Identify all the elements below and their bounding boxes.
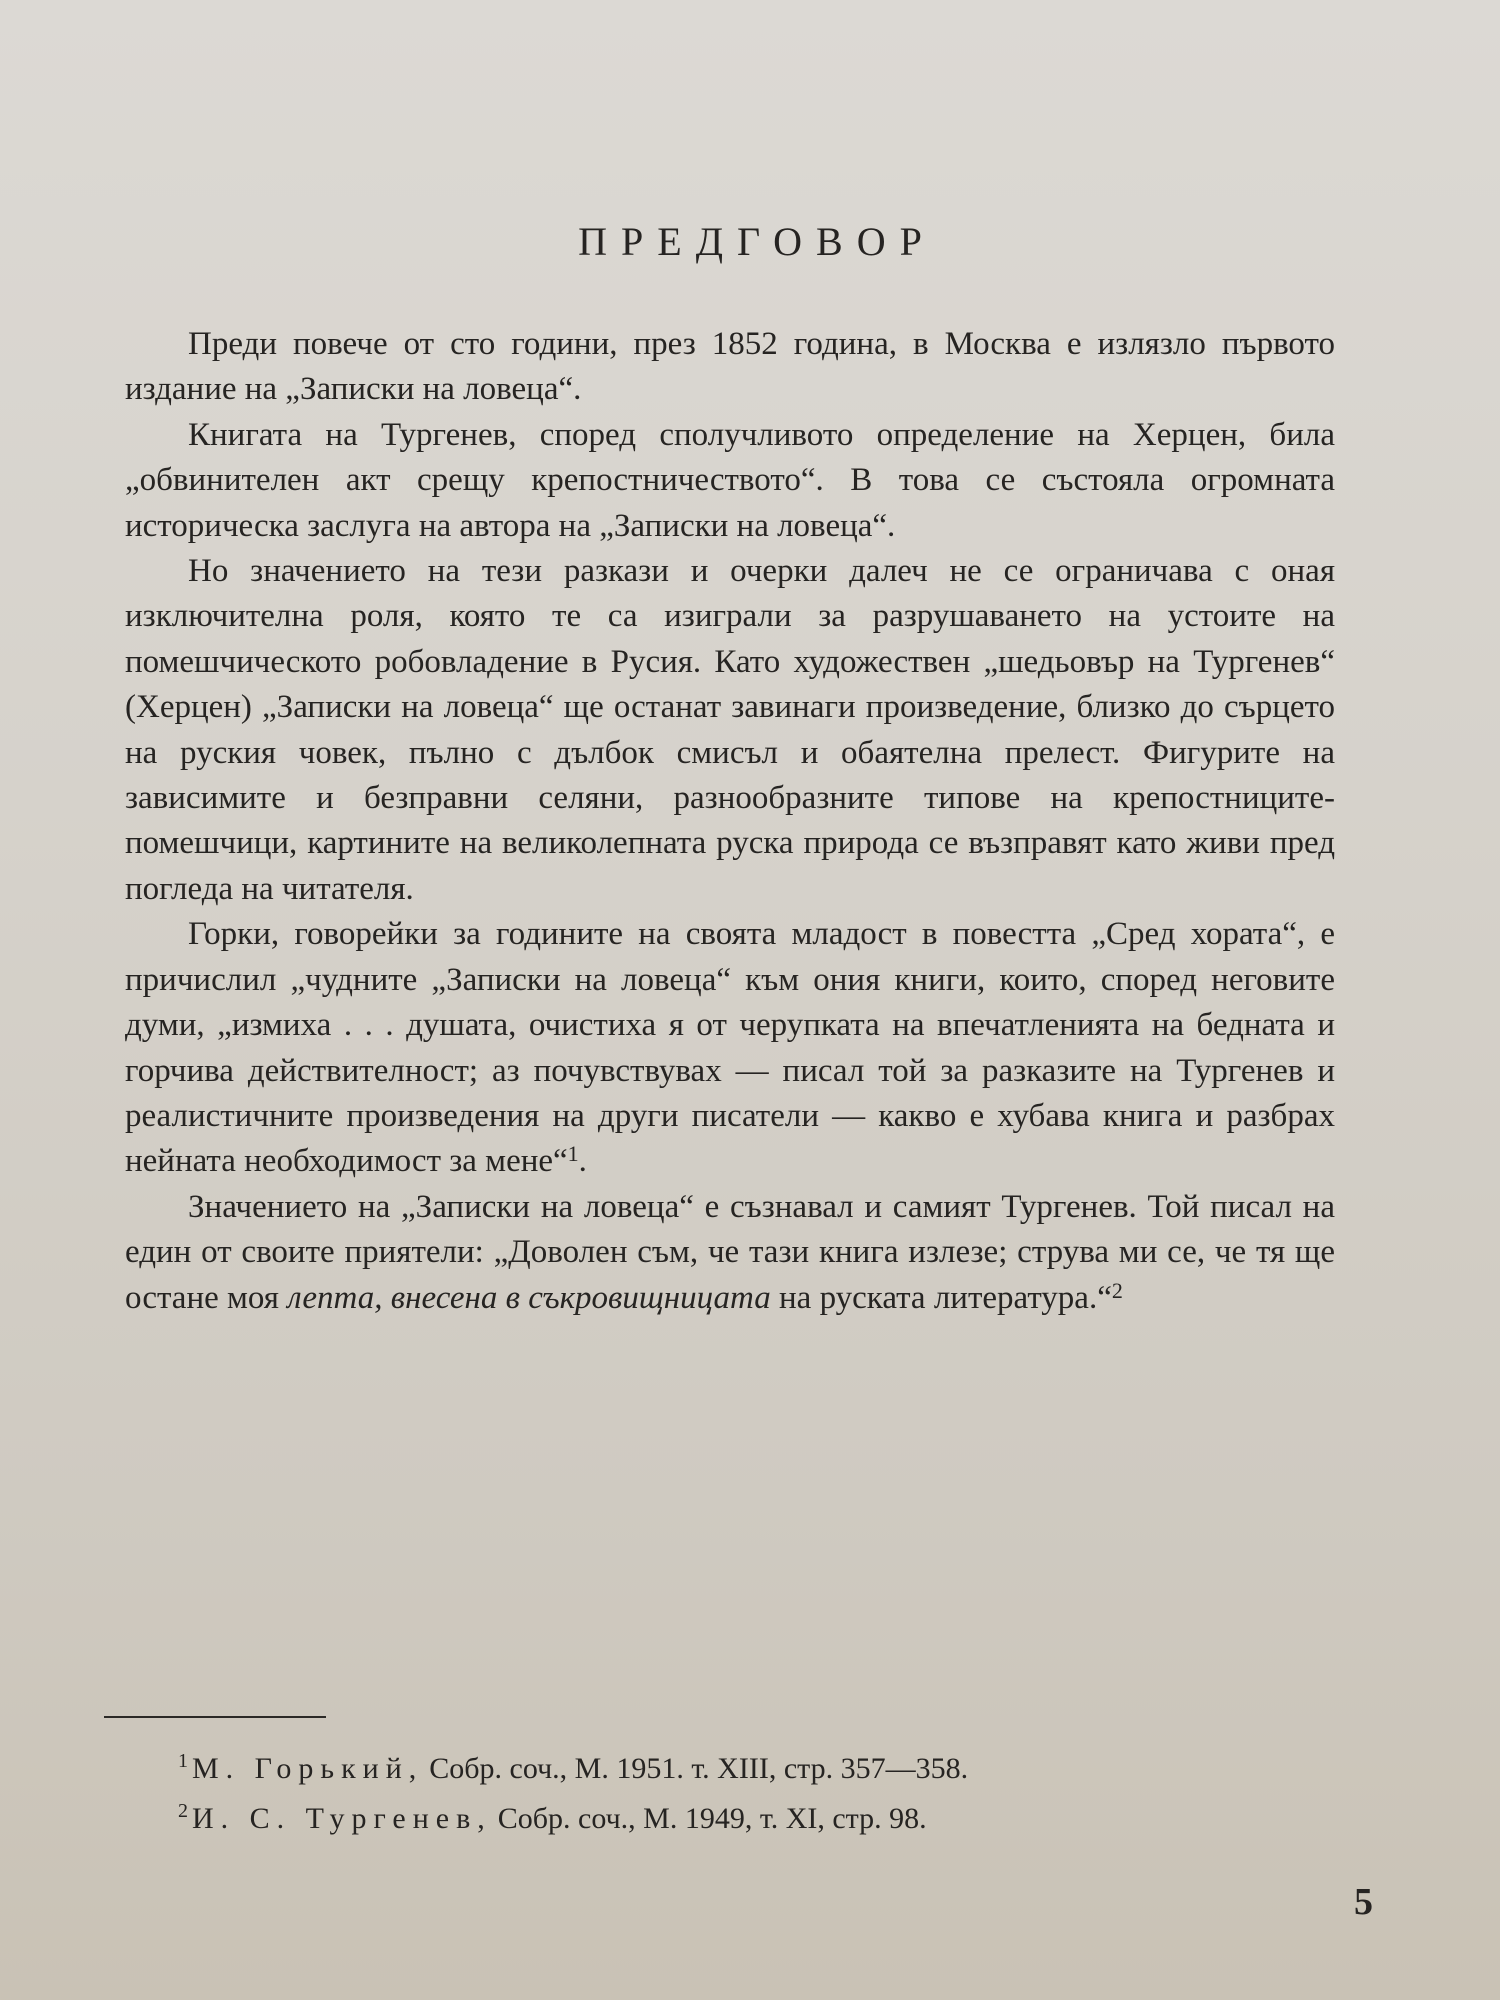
paragraph-2 [125, 413, 1335, 549]
footnote-1-ref: Собр. соч., М. 1951. т. XIII, стр. 357—358. [429, 1752, 969, 1785]
footnote-divider [104, 1716, 326, 1718]
paragraph-3-text: Но значението на тези разкази и очерки далеч не се ограничава с оная изключителна роля, която те са изиграли за разрушаването на устоите на помешчическото робовладение в Русия. Като художествен „шедьовър на Тургенев“ (Херцен) „Записки на ловеца“ ще останат завинаги произведение, близко до сърцето на руския човек, пълно с дълбок смисъл и обаятелна прелест. Фигурите на зависимите и безправни селяни, разнообразните типове на крепостниците-помешчици, картините на великолепната руска природа се възправят като живи пред погледа на читателя. [125, 553, 1335, 907]
paragraph-1-text: Преди повече от сто години, през 1852 година, в Москва е излязло първото издание на „Записки на ловеца“. [125, 326, 1335, 408]
paragraph-2-text: Книгата на Тургенев, според сполучливото определение на Херцен, била „обвинителен акт срещу крепостничеството“. В това се състояла огромната историческа заслуга на автора на „Записки на ловеца“. [125, 416, 1335, 544]
footnote-ref-2: 2 [1111, 1277, 1123, 1303]
footnote-2-author: И. С. Тургенев, [192, 1802, 492, 1835]
paragraph-5 [125, 1185, 1335, 1321]
paragraph-5-italic: лепта, внесена в съкровищницата [287, 1279, 771, 1316]
footnote-2 [178, 1790, 1318, 1840]
footnote-1 [178, 1740, 1318, 1790]
footnote-2-mark: 2 [178, 1800, 188, 1822]
chapter-heading: ПРЕДГОВОР [578, 219, 936, 264]
paragraph-3 [125, 549, 1335, 912]
paragraph-4-text: Горки, говорейки за годините на своята младост в повестта „Сред хората“, е причислил „чудните „Записки на ловеца“ към ония книги, които, според неговите думи, „измиха . . . душата, очистиха я от черупката на впечатленията на бедната и горчива действителност; аз почувствувах — писал той за разказите на Тургенев и реалистичните произведения на други писатели — какво е хубава книга и разбрах нейната необходимост за мене“ [125, 916, 1335, 1180]
footnote-1-author: М. Горький, [192, 1752, 424, 1785]
footnotes [178, 1740, 1318, 1840]
paragraph-5-text-end: на руската литература.“ [770, 1279, 1112, 1316]
footnote-ref-1: 1 [567, 1141, 579, 1167]
paragraph-1 [125, 322, 1335, 413]
footnote-2-ref: Собр. соч., М. 1949, т. XI, стр. 98. [497, 1802, 927, 1835]
page-number: 5 [1354, 1881, 1373, 1923]
paragraph-4: Горки, говорейки за годините на своята младост в повестта „Сред хората“, е причислил „чудните „Записки на ловеца“ към ония книги, които, според неговите думи, „измиха . . . душата, очистиха я от черупката на впечатленията на бедната и горчива действителност; аз почувствувах — писал той за разказите на Тургенев и реалистичните произведения на други писатели — какво е хубава книга и разбрах нейната необходимост за мене“$^1$. [125, 916, 1335, 1180]
body-text [125, 322, 1335, 1321]
footnote-1-mark: 1 [178, 1750, 188, 1772]
paragraph-5-text: Значението на „Записки на ловеца“ е съзнавал и самият Тургенев. Той писал на един от своите приятели: „Доволен съм, че тази книга излезе; струва ми се, че тя ще остане моя [125, 1188, 1335, 1316]
